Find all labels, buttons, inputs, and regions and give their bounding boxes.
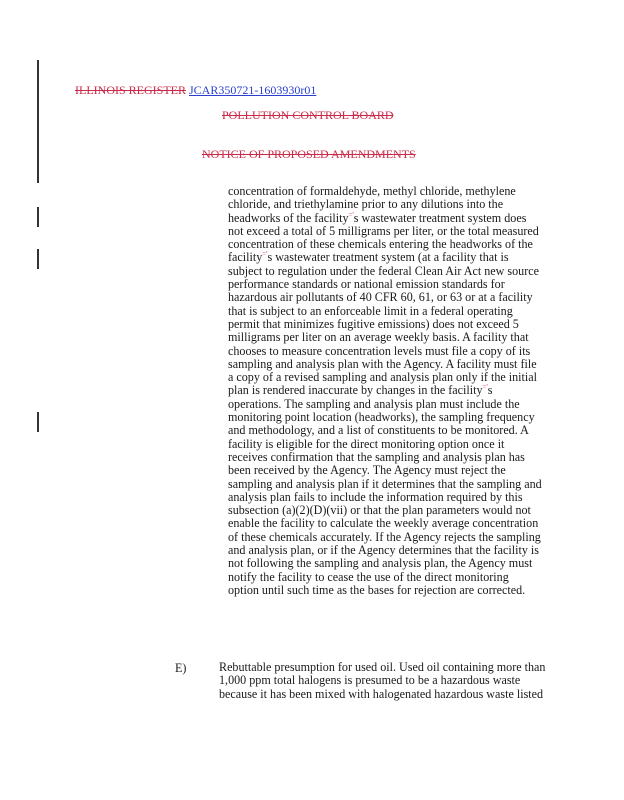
register-header (75, 83, 316, 98)
change-bar (37, 412, 39, 432)
item-e-text: Rebuttable presumption for used oil. Used oil containing more than 1,000 ppm total halogens is presumed to be a hazardous waste because it has been mixed with halogenated hazardous waste listed (219, 660, 546, 701)
change-bar (37, 60, 39, 183)
change-bar (37, 207, 39, 227)
board-title: POLLUTION CONTROL BOARD (222, 108, 394, 122)
change-bar (37, 249, 39, 269)
apostrophe-mark: =' (262, 250, 268, 259)
para-text-1: concentration of formaldehyde, methyl chloride, methylene chloride, and triethylamine prior to any dilutions into the headworks of the facility (228, 184, 516, 225)
para-text-3: s wastewater treatment system (at a facility that is subject to regulation under the federal Clean Air Act new source performance standards or national emission standards for hazardous air pollutants of 40 CFR 60, 61, or 63 or at a facility that is subject to an enforceable limit in a federal operating permit that minimizes fugitive emissions) does not exceed 5 milligrams per liter on an average weekly basis. A facility that chooses to measure concentration levels must file a copy of its sampling and analysis plan with the Agency. A facility must file a copy of a revised sampling and analysis plan only if the initial plan is rendered inaccurate by changes in the facility (228, 250, 539, 398)
notice-title: NOTICE OF PROPOSED AMENDMENTS (202, 147, 416, 161)
register-struck-text: ILLINOIS REGISTER (75, 83, 186, 97)
apostrophe-mark: =' (482, 383, 488, 392)
board-header (222, 108, 394, 123)
apostrophe-mark: =' (348, 210, 354, 219)
para-text-2: s wastewater treatment system does not exceed a total of 5 milligrams per liter, or the total measured concentration of these chemicals entering the headworks of the facility (228, 210, 539, 265)
para-text-4: s operations. The sampling and analysis plan must include the monitoring point location (headworks), the sampling frequency and methodology, and a list of constituents to be monitored. A facility is eligible for the direct monitoring option once it receives confirmation that the sampling and analysis plan has been received by the Agency. The Agency must reject the sampling and analysis plan if it determines that the sampling and analysis plan fails to include the information required by this subsection (a)(2)(D)(vii) or that the plan parameters would not enable the facility to calculate the weekly average concentration of these chemicals accurately. If the Agency rejects the sampling and analysis plan, or if the Agency determines that the facility is not following the sampling and analysis plan, the Agency must notify the facility to cease the use of the direct monitoring option until such time as the bases for rejection are corrected. (228, 383, 542, 597)
item-e-label: E) (175, 661, 187, 675)
notice-header (202, 147, 416, 162)
register-inserted-text: JCAR350721-1603930r01 (189, 83, 317, 97)
body-paragraph (228, 185, 542, 597)
